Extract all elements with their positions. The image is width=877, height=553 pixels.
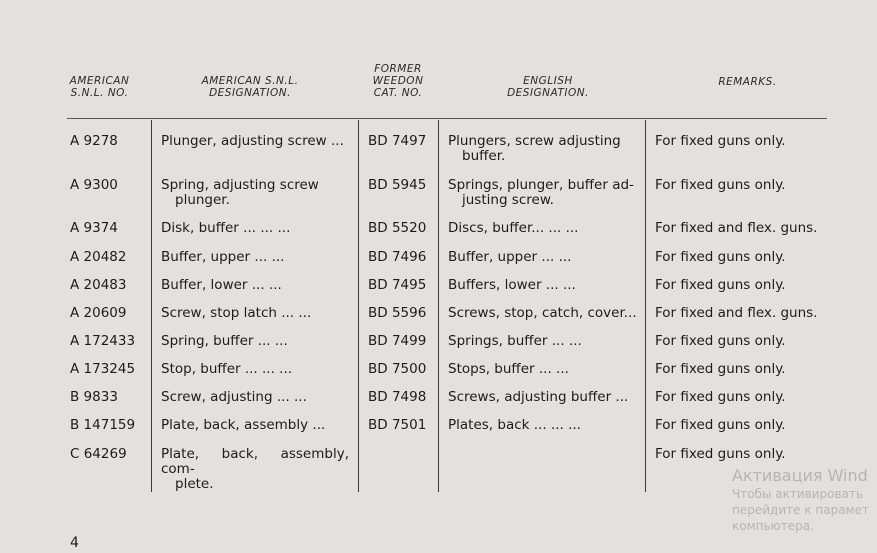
sn-number: C 64269 bbox=[70, 446, 127, 462]
header-english-designation: ENGLISH DESIGNATION. bbox=[507, 75, 589, 99]
weedon-cat-no: BD 7496 bbox=[368, 249, 427, 265]
sn-number: A 9300 bbox=[70, 177, 118, 193]
american-designation: Screw, adjusting ... ... bbox=[161, 389, 307, 405]
header-former-weedon: FORMER WEEDON CAT. NO. bbox=[372, 63, 424, 99]
sn-number: A 20483 bbox=[70, 277, 127, 293]
remarks: For fixed and flex. guns. bbox=[655, 305, 818, 321]
watermark-line: компьютера. bbox=[732, 519, 814, 533]
sn-number: B 9833 bbox=[70, 389, 118, 405]
remarks: For fixed guns only. bbox=[655, 446, 786, 462]
remarks: For fixed guns only. bbox=[655, 277, 786, 293]
remarks: For fixed guns only. bbox=[655, 133, 786, 149]
header-american-designation: AMERICAN S.N.L. DESIGNATION. bbox=[201, 75, 299, 99]
header-rule bbox=[67, 118, 827, 119]
weedon-cat-no: BD 7497 bbox=[368, 133, 427, 149]
english-designation: Springs, plunger, buffer ad- justing screw. bbox=[448, 177, 634, 208]
american-designation: Plate, back, assembly ... bbox=[161, 417, 326, 433]
weedon-cat-no: BD 7498 bbox=[368, 389, 427, 405]
american-designation: Plunger, adjusting screw ... bbox=[161, 133, 344, 149]
activation-watermark bbox=[732, 466, 869, 534]
american-designation: Disk, buffer ... ... ... bbox=[161, 220, 291, 236]
header-american-sn-no: AMERICAN S.N.L. NO. bbox=[69, 75, 130, 99]
sn-number: A 173245 bbox=[70, 361, 136, 377]
sn-number: A 20609 bbox=[70, 305, 127, 321]
english-designation: Screws, stop, catch, cover... bbox=[448, 305, 637, 321]
weedon-cat-no: BD 5945 bbox=[368, 177, 427, 193]
american-designation: Screw, stop latch ... ... bbox=[161, 305, 312, 321]
remarks: For fixed guns only. bbox=[655, 177, 786, 193]
sn-number: A 9278 bbox=[70, 133, 118, 149]
column-divider bbox=[358, 120, 359, 492]
american-designation: Stop, buffer ... ... ... bbox=[161, 361, 293, 377]
english-designation: Buffers, lower ... ... bbox=[448, 277, 576, 293]
weedon-cat-no: BD 7501 bbox=[368, 417, 427, 433]
english-designation: Springs, buffer ... ... bbox=[448, 333, 582, 349]
english-designation: Discs, buffer... ... ... bbox=[448, 220, 579, 236]
sn-number: A 20482 bbox=[70, 249, 127, 265]
english-designation: Screws, adjusting buffer ... bbox=[448, 389, 629, 405]
remarks: For fixed guns only. bbox=[655, 417, 786, 433]
american-designation: Spring, adjusting screw plunger. bbox=[161, 177, 319, 208]
weedon-cat-no: BD 5520 bbox=[368, 220, 427, 236]
remarks: For fixed and flex. guns. bbox=[655, 220, 818, 236]
sn-number: A 9374 bbox=[70, 220, 118, 236]
sn-number: A 172433 bbox=[70, 333, 136, 349]
american-designation: Plate, back, assembly, com- plete. bbox=[161, 446, 349, 492]
sn-number: B 147159 bbox=[70, 417, 136, 433]
remarks: For fixed guns only. bbox=[655, 249, 786, 265]
weedon-cat-no: BD 7495 bbox=[368, 277, 427, 293]
weedon-cat-no: BD 5596 bbox=[368, 305, 427, 321]
page-number: 4 bbox=[70, 535, 79, 551]
watermark-title: Активация Wind bbox=[732, 466, 868, 485]
header-remarks: REMARKS. bbox=[718, 76, 777, 88]
column-divider bbox=[645, 120, 646, 492]
american-designation: Buffer, upper ... ... bbox=[161, 249, 285, 265]
column-divider bbox=[438, 120, 439, 492]
weedon-cat-no: BD 7500 bbox=[368, 361, 427, 377]
english-designation: Plates, back ... ... ... bbox=[448, 417, 581, 433]
column-divider bbox=[151, 120, 152, 492]
watermark-line: перейдите к парамет bbox=[732, 503, 869, 517]
english-designation: Buffer, upper ... ... bbox=[448, 249, 572, 265]
english-designation: Plungers, screw adjusting buffer. bbox=[448, 133, 621, 164]
english-designation: Stops, buffer ... ... bbox=[448, 361, 569, 377]
remarks: For fixed guns only. bbox=[655, 389, 786, 405]
watermark-line: Чтобы активировать bbox=[732, 487, 863, 501]
weedon-cat-no: BD 7499 bbox=[368, 333, 427, 349]
american-designation: Spring, buffer ... ... bbox=[161, 333, 288, 349]
remarks: For fixed guns only. bbox=[655, 361, 786, 377]
american-designation: Buffer, lower ... ... bbox=[161, 277, 282, 293]
remarks: For fixed guns only. bbox=[655, 333, 786, 349]
